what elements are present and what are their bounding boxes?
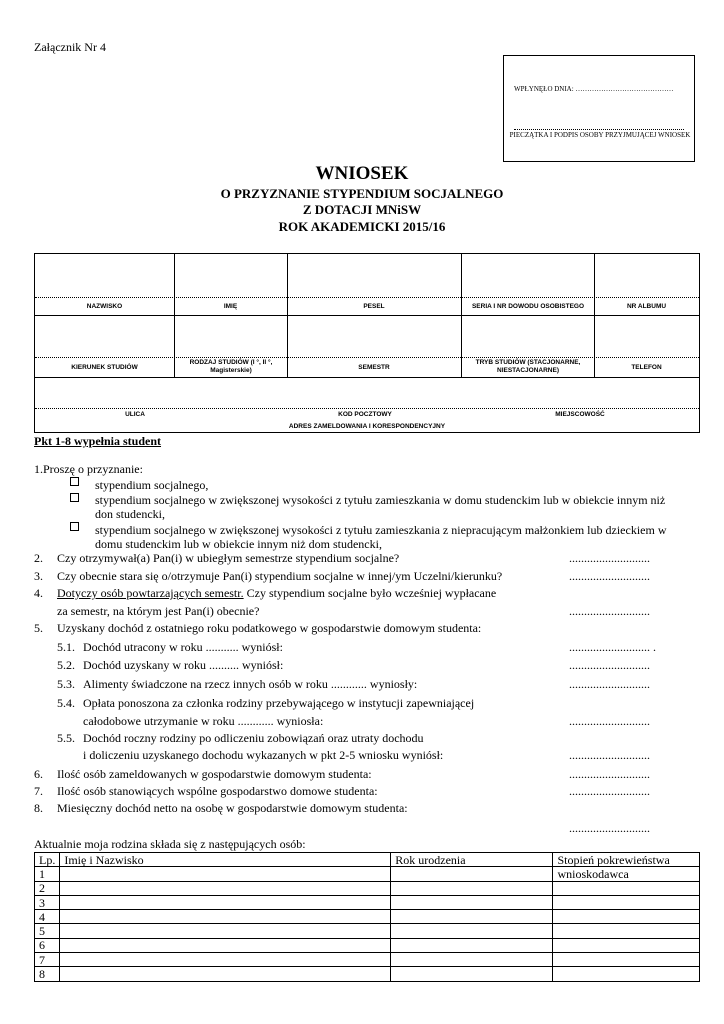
city-label: MIEJSCOWOŚĆ bbox=[555, 411, 605, 418]
birth-year-cell[interactable] bbox=[391, 938, 553, 952]
postal-code-label: KOD POCZTOWY bbox=[338, 411, 392, 418]
q5-number: 5. bbox=[34, 621, 43, 635]
study-mode-field[interactable] bbox=[462, 316, 594, 357]
q6-number: 6. bbox=[34, 767, 43, 781]
q53-number: 5.3. bbox=[57, 677, 75, 691]
q8-number: 8. bbox=[34, 801, 43, 815]
study-type-label: RODZAJ STUDIÓW (I °, II °, Magisterskie) bbox=[189, 359, 273, 374]
q1-option1-label: stypendium socjalnego, bbox=[95, 478, 209, 492]
q4-text bbox=[57, 586, 496, 600]
q3-answer-field[interactable]: ........................... bbox=[569, 569, 650, 583]
relationship-cell[interactable] bbox=[553, 938, 700, 952]
family-table-header bbox=[35, 853, 700, 867]
table-row bbox=[35, 938, 700, 952]
family-table bbox=[34, 852, 700, 982]
q1-option3-checkbox[interactable] bbox=[70, 522, 79, 531]
name-cell[interactable] bbox=[60, 938, 391, 952]
birth-year-cell[interactable] bbox=[391, 881, 553, 895]
surname-field[interactable] bbox=[35, 254, 174, 297]
birth-year-cell[interactable] bbox=[391, 953, 553, 967]
stamp-box bbox=[503, 55, 695, 162]
personal-data-table bbox=[34, 253, 700, 433]
phone-label: TELEFON bbox=[631, 363, 662, 371]
received-date-label bbox=[514, 85, 673, 93]
family-intro: Aktualnie moja rodzina składa się z następujących osób: bbox=[34, 837, 306, 851]
received-date-text: WPŁYNĘŁO DNIA: bbox=[514, 85, 576, 93]
row-number: 2 bbox=[35, 881, 60, 895]
address-field[interactable] bbox=[35, 378, 699, 408]
study-type-field[interactable] bbox=[175, 316, 287, 357]
q4-text-line2: za semestr, na którym jest Pan(i) obecnie? bbox=[57, 604, 260, 618]
name-cell[interactable] bbox=[60, 895, 391, 909]
first-name-field[interactable] bbox=[175, 254, 287, 297]
q2-answer-field[interactable]: ........................... bbox=[569, 551, 650, 565]
q4-answer-field[interactable]: ........................... bbox=[569, 604, 650, 618]
q53-answer-field[interactable]: ........................... bbox=[569, 677, 650, 691]
column-header-lp: Lp. bbox=[35, 853, 60, 867]
name-cell[interactable] bbox=[60, 867, 391, 881]
relationship-cell[interactable] bbox=[553, 924, 700, 938]
q2-text: Czy otrzymywał(a) Pan(i) w ubiegłym semestrze stypendium socjalne? bbox=[57, 551, 400, 565]
row-number: 7 bbox=[35, 953, 60, 967]
q55-text-line1: Dochód roczny rodziny po odliczeniu zobowiązań oraz utraty dochodu bbox=[83, 731, 424, 745]
q1-option2-label-line2: don studencki, bbox=[95, 507, 165, 521]
section-heading: Pkt 1-8 wypełnia student bbox=[34, 434, 162, 448]
q4-underlined: Dotyczy osób powtarzających semestr. bbox=[57, 586, 244, 600]
address-caption: ADRES ZAMELDOWANIA I KORESPONDENCYJNY bbox=[288, 423, 446, 430]
id-card-label: SERIA I NR DOWODU OSOBISTEGO bbox=[471, 302, 585, 310]
form-subtitle-2: Z DOTACJI MNiSW bbox=[302, 202, 422, 217]
q5-text: Uzyskany dochód z ostatniego roku podatkowego w gospodarstwie domowym studenta: bbox=[57, 621, 482, 635]
relationship-cell[interactable] bbox=[553, 895, 700, 909]
q4-rest: Czy stypendium socjalne było wcześniej wypłacane bbox=[243, 586, 497, 600]
birth-year-cell[interactable] bbox=[391, 910, 553, 924]
first-name-label: IMIĘ bbox=[223, 302, 238, 310]
pesel-field[interactable] bbox=[288, 254, 461, 297]
pesel-label: PESEL bbox=[363, 302, 385, 310]
annex-label: Załącznik Nr 4 bbox=[34, 40, 106, 54]
q1-option3-label-line2: domu studenckim lub w obiekcie innym niż dom studencki, bbox=[95, 537, 382, 551]
name-cell[interactable] bbox=[60, 910, 391, 924]
column-header-name: Imię i Nazwisko bbox=[60, 853, 391, 867]
row-number: 6 bbox=[35, 938, 60, 952]
q51-answer-field[interactable]: ........................... . bbox=[569, 640, 656, 654]
form-subtitle-1: O PRZYZNANIE STYPENDIUM SOCJALNEGO bbox=[220, 186, 504, 201]
q8-answer-field[interactable]: ........................... bbox=[569, 821, 650, 835]
q1-option2-label-line1: stypendium socjalnego w zwiększonej wysokości z tytułu zamieszkania w domu studenckim lub w obiekcie innym niż bbox=[95, 493, 666, 507]
q4-number: 4. bbox=[34, 586, 43, 600]
row-number: 3 bbox=[35, 895, 60, 909]
relationship-cell[interactable] bbox=[553, 910, 700, 924]
q3-number: 3. bbox=[34, 569, 43, 583]
row-number: 8 bbox=[35, 967, 60, 981]
form-title: WNIOSEK bbox=[315, 163, 409, 184]
q52-text: Dochód uzyskany w roku .......... wyniósł: bbox=[83, 658, 284, 672]
q6-text: Ilość osób zameldowanych w gospodarstwie domowym studenta: bbox=[57, 767, 372, 781]
table-row bbox=[35, 881, 700, 895]
birth-year-cell[interactable] bbox=[391, 867, 553, 881]
q52-answer-field[interactable]: ........................... bbox=[569, 658, 650, 672]
q53-text: Alimenty świadczone na rzecz innych osób w roku ............ wyniosły: bbox=[83, 677, 418, 691]
form-subtitle-3: ROK AKADEMICKI 2015/16 bbox=[278, 219, 446, 234]
study-mode-label: TRYB STUDIÓW (STACJONARNE, NIESTACJONARNE) bbox=[475, 359, 581, 374]
album-number-label: NR ALBUMU bbox=[626, 302, 667, 310]
q6-answer-field[interactable]: ........................... bbox=[569, 767, 650, 781]
birth-year-cell[interactable] bbox=[391, 967, 553, 981]
q7-number: 7. bbox=[34, 784, 43, 798]
q1-option2-checkbox[interactable] bbox=[70, 493, 79, 502]
relationship-cell[interactable]: wnioskodawca bbox=[553, 867, 700, 881]
q55-text-line2: i doliczeniu uzyskanego dochodu wykazanych w pkt 2-5 wniosku wyniósł: bbox=[83, 748, 444, 762]
name-cell[interactable] bbox=[60, 924, 391, 938]
q54-answer-field[interactable]: ........................... bbox=[569, 714, 650, 728]
phone-field[interactable] bbox=[595, 316, 699, 357]
row-number: 4 bbox=[35, 910, 60, 924]
q7-text: Ilość osób stanowiących wspólne gospodarstwo domowe studenta: bbox=[57, 784, 378, 798]
street-label: ULICA bbox=[125, 411, 145, 418]
q7-answer-field[interactable]: ........................... bbox=[569, 784, 650, 798]
field-of-study-label: KIERUNEK STUDIÓW bbox=[71, 363, 138, 371]
q3-text: Czy obecnie stara się o/otrzymuje Pan(i) stypendium socjalne w innej/ym Uczelni/kierunku? bbox=[57, 569, 503, 583]
field-of-study-field[interactable] bbox=[35, 316, 174, 357]
signature-label: PIECZĄTKA I PODPIS OSOBY PRZYJMUJĄCEJ WNIOSEK bbox=[509, 131, 691, 139]
semester-label: SEMESTR bbox=[358, 363, 390, 371]
q1-option1-checkbox[interactable] bbox=[70, 477, 79, 486]
table-row bbox=[35, 895, 700, 909]
table-row bbox=[35, 867, 700, 881]
q55-answer-field[interactable]: ........................... bbox=[569, 748, 650, 762]
q54-number: 5.4. bbox=[57, 696, 75, 710]
table-row bbox=[35, 924, 700, 938]
q55-number: 5.5. bbox=[57, 731, 75, 745]
q51-text: Dochód utracony w roku ........... wyniósł: bbox=[83, 640, 283, 654]
row-number: 5 bbox=[35, 924, 60, 938]
table-row bbox=[35, 967, 700, 981]
table-row bbox=[35, 910, 700, 924]
column-header-birth-year: Rok urodzenia bbox=[391, 853, 553, 867]
semester-field[interactable] bbox=[288, 316, 461, 357]
q54-text-line2: całodobowe utrzymanie w roku ............ wyniosła: bbox=[83, 714, 324, 728]
birth-year-cell[interactable] bbox=[391, 895, 553, 909]
row-number: 1 bbox=[35, 867, 60, 881]
album-number-field[interactable] bbox=[595, 254, 699, 297]
q1-intro: 1.Proszę o przyznanie: bbox=[34, 462, 143, 476]
q8-text: Miesięczny dochód netto na osobę w gospodarstwie domowym studenta: bbox=[57, 801, 408, 815]
birth-year-cell[interactable] bbox=[391, 924, 553, 938]
relationship-cell[interactable] bbox=[553, 881, 700, 895]
relationship-cell[interactable] bbox=[553, 967, 700, 981]
id-card-field[interactable] bbox=[462, 254, 594, 297]
q52-number: 5.2. bbox=[57, 658, 75, 672]
column-header-relationship: Stopień pokrewieństwa bbox=[553, 853, 700, 867]
table-row bbox=[35, 953, 700, 967]
name-cell[interactable] bbox=[60, 953, 391, 967]
q51-number: 5.1. bbox=[57, 640, 75, 654]
name-cell[interactable] bbox=[60, 967, 391, 981]
received-date-field[interactable]: …………………………………… bbox=[575, 85, 674, 93]
q54-text-line1: Opłata ponoszona za członka rodziny przebywającego w instytucji zapewniającej bbox=[83, 696, 475, 710]
q1-option3-label-line1: stypendium socjalnego w zwiększonej wysokości z tytułu zamieszkania z niepracującym małżonkiem lub dzieckiem w bbox=[95, 523, 667, 537]
q2-number: 2. bbox=[34, 551, 43, 565]
relationship-cell[interactable] bbox=[553, 953, 700, 967]
surname-label: NAZWISKO bbox=[86, 302, 123, 310]
name-cell[interactable] bbox=[60, 881, 391, 895]
